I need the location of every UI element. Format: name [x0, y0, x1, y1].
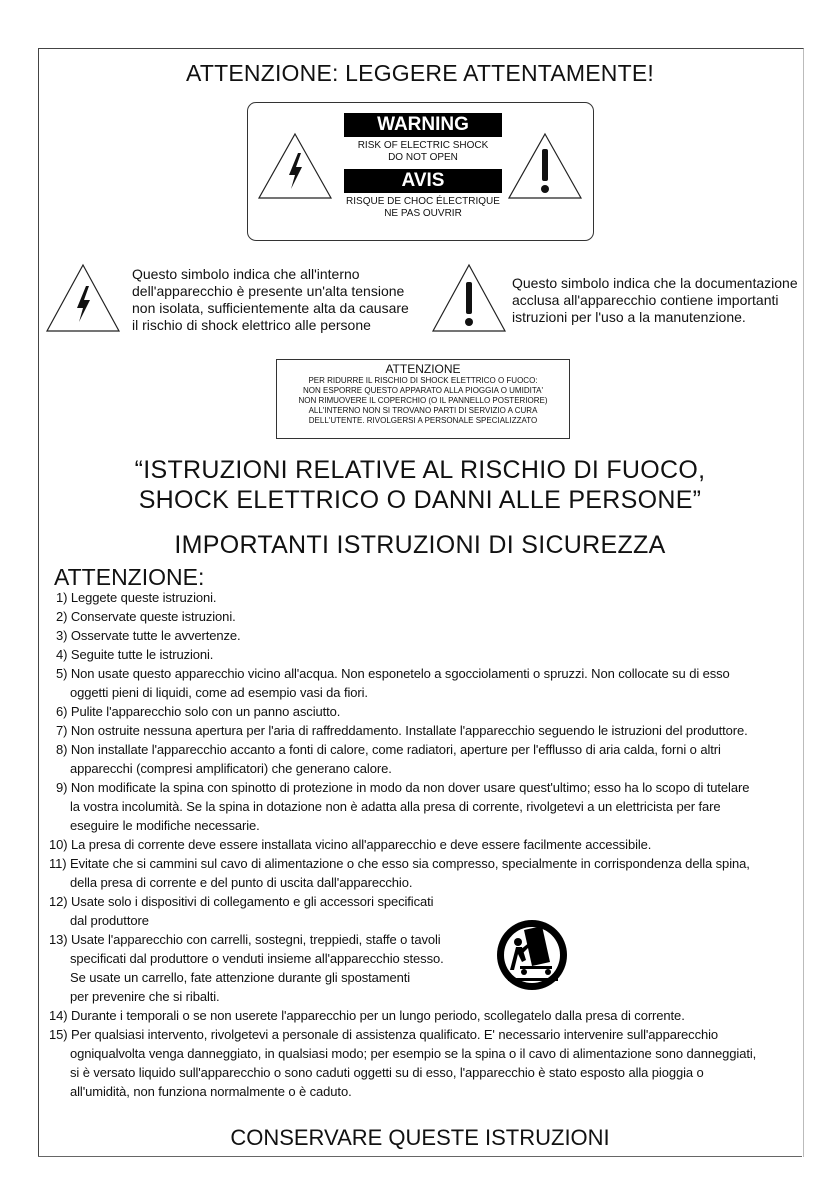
warning-line-2: DO NOT OPEN	[388, 152, 458, 163]
instruction-line: 1) Leggete queste istruzioni.	[56, 590, 217, 605]
caution-line: ALL'INTERNO NON SI TROVANO PARTI DI SERVIZIO A CURA	[308, 406, 538, 415]
exclamation-triangle-icon	[430, 262, 508, 334]
instruction-line: 6) Pulite l'apparecchio solo con un panno asciutto.	[56, 704, 341, 719]
lightning-triangle-icon	[256, 131, 334, 201]
text-line: Questo simbolo indica che all'interno	[132, 266, 360, 282]
page-title: ATTENZIONE: LEGGERE ATTENTAMENTE!	[186, 60, 654, 86]
text-line: il rischio di shock elettrico alle persone	[132, 317, 371, 333]
caution-title: ATTENZIONE	[385, 362, 461, 376]
avis-line-2: NE PAS OUVRIR	[384, 208, 462, 219]
instruction-line: 3) Osservate tutte le avvertenze.	[56, 628, 241, 643]
text-line: non isolata, sufficientemente alta da causare	[132, 300, 409, 316]
instruction-line: 11) Evitate che si cammini sul cavo di alimentazione o che esso sia compresso, specialmente in corrispondenza della spina,	[49, 856, 750, 871]
text-line: istruzioni per l'uso a la manutenzione.	[512, 309, 746, 325]
warning-title: WARNING	[344, 113, 502, 137]
warning-line-1: RISK OF ELECTRIC SHOCK	[357, 140, 489, 151]
text-line: acclusa all'apparecchio contiene importanti	[512, 292, 779, 308]
instruction-line: la vostra incolumità. Se la spina in dotazione non è adatta alla presa di corrente, rivolgetevi a un elettricista per fare	[70, 799, 721, 814]
caution-box	[276, 359, 570, 439]
instruction-line: specificati dal produttore o venduti insieme all'apparecchio stesso.	[70, 951, 444, 966]
instruction-line: della presa di corrente e del punto di uscita dall'apparecchio.	[70, 875, 413, 890]
instruction-line: 12) Usate solo i dispositivi di collegamento e gli accessori specificati	[49, 894, 434, 909]
instruction-line: si è versato liquido sull'apparecchio o sono caduti oggetti su di esso, l'apparecchio è stato esposto alla pioggia o	[70, 1065, 704, 1080]
footer-title: CONSERVARE QUESTE ISTRUZIONI	[230, 1125, 610, 1150]
instruction-line: oggetti pieni di liquidi, come ad esempio vasi da fiori.	[70, 685, 368, 700]
instruction-line: ogniqualvolta venga danneggiato, in qualsiasi modo; per esempio se la spina o il cavo di alimentazione sono danneggiati,	[70, 1046, 757, 1061]
attention-heading: ATTENZIONE:	[54, 564, 205, 590]
instruction-line: 4) Seguite tutte le istruzioni.	[56, 647, 214, 662]
quote-heading	[38, 455, 802, 515]
instruction-line: 9) Non modificate la spina con spinotto di protezione in modo da non dover usare quest'ultimo; esso ha lo scopo di tutelare	[56, 780, 750, 795]
instruction-line: eseguire le modifiche necessarie.	[70, 818, 260, 833]
text-line: Questo simbolo indica che la documentazione	[512, 275, 798, 291]
instruction-line: 14) Durante i temporali o se non userete l'apparecchio per un lungo periodo, scollegatelo dalla presa di corrente.	[49, 1008, 685, 1023]
avis-title: AVIS	[344, 169, 502, 193]
cart-tip-over-icon	[494, 912, 570, 998]
exclamation-triangle-icon	[506, 131, 584, 201]
text-line: dell'apparecchio è presente un'alta tensione	[132, 283, 405, 299]
important-heading: IMPORTANTI ISTRUZIONI DI SICUREZZA	[174, 531, 666, 559]
instruction-line: 2) Conservate queste istruzioni.	[56, 609, 236, 624]
caution-line: NON ESPORRE QUESTO APPARATO ALLA PIOGGIA O UMIDITA'	[303, 386, 543, 395]
warning-label	[247, 102, 594, 241]
instruction-line: dal produttore	[70, 913, 149, 928]
instruction-line: all'umidità, non funziona normalmente o è caduto.	[70, 1084, 352, 1099]
lightning-symbol-description	[132, 266, 409, 334]
instruction-line: 8) Non installate l'apparecchio accanto a fonti di calore, come radiatori, aperture per l'efflusso di aria calda, forni o altri	[56, 742, 721, 757]
instruction-line: per prevenire che si ribalti.	[70, 989, 220, 1004]
instruction-line: 10) La presa di corrente deve essere installata vicino all'apparecchio e deve essere facilmente accessibile.	[49, 837, 652, 852]
caution-line: DELL'UTENTE. RIVOLGERSI A PERSONALE SPECIALIZZATO	[308, 416, 538, 425]
instruction-line: apparecchi (compresi amplificatori) che generano calore.	[70, 761, 392, 776]
instruction-line: Se usate un carrello, fate attenzione durante gli spostamenti	[70, 970, 411, 985]
instruction-line: 7) Non ostruite nessuna apertura per l'aria di raffreddamento. Installate l'apparecchio seguendo le istruzioni del produttore.	[56, 723, 748, 738]
caution-line: NON RIMUOVERE IL COPERCHIO (O IL PANNELLO POSTERIORE)	[298, 396, 548, 405]
lightning-triangle-icon	[44, 262, 122, 334]
exclamation-symbol-description	[512, 275, 798, 326]
instruction-line: 15) Per qualsiasi intervento, rivolgetevi a personale di assistenza qualificato. E' necessario intervenire sull'apparecchio	[49, 1027, 719, 1042]
quote-line-1: “ISTRUZIONI RELATIVE AL RISCHIO DI FUOCO,	[134, 456, 706, 484]
avis-line-1: RISQUE DE CHOC ÉLECTRIQUE	[346, 196, 500, 207]
instruction-line: 5) Non usate questo apparecchio vicino all'acqua. Non esponetelo a sgocciolamenti o spruzzi. Non collocate su di esso	[56, 666, 730, 681]
bottom-rule	[38, 1156, 802, 1157]
quote-line-2: SHOCK ELETTRICO O DANNI ALLE PERSONE”	[138, 486, 702, 514]
caution-line: PER RIDURRE IL RISCHIO DI SHOCK ELETTRICO O FUOCO:	[308, 376, 538, 385]
instruction-line: 13) Usate l'apparecchio con carrelli, sostegni, treppiedi, staffe o tavoli	[49, 932, 441, 947]
